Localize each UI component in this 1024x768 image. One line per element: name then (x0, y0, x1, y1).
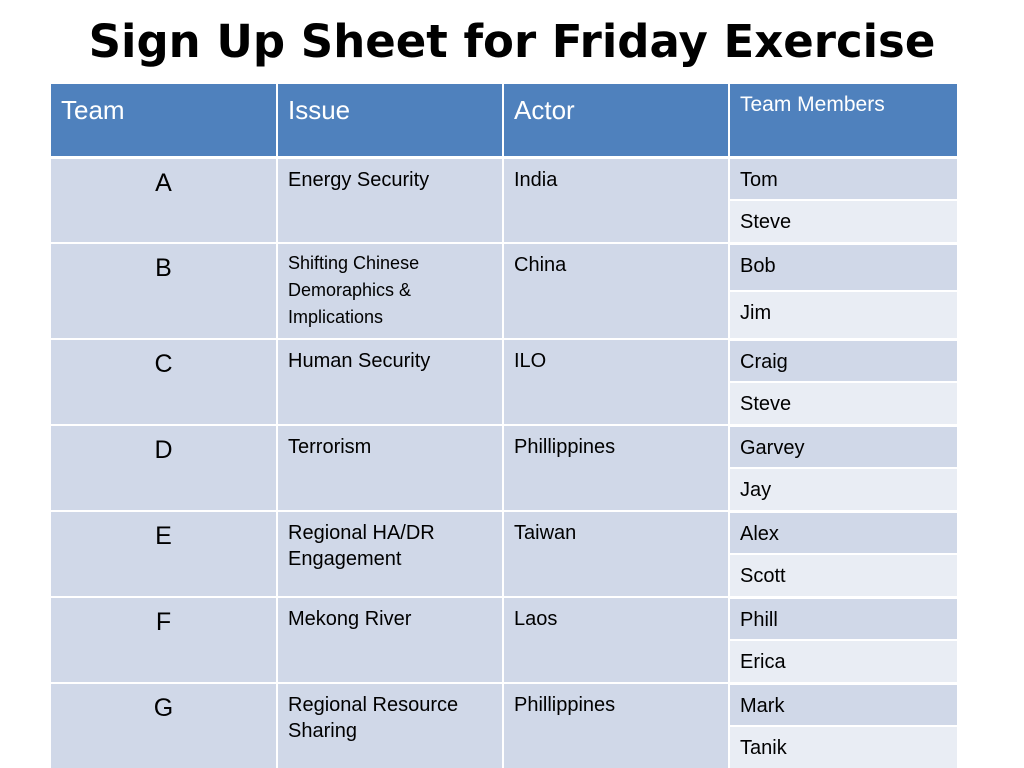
signup-table (51, 84, 957, 768)
issue-cell: Energy Security (277, 157, 503, 243)
team-cell: G (51, 683, 277, 768)
issue-cell: Regional Resource Sharing (277, 683, 503, 768)
issue-cell: Mekong River (277, 597, 503, 683)
header-row (51, 84, 957, 157)
header-team-members: Team Members (729, 84, 957, 157)
team-cell: D (51, 425, 277, 511)
member-cell: Tanik (729, 726, 957, 768)
table-row (51, 157, 957, 200)
table-row (51, 425, 957, 468)
actor-cell: Phillippines (503, 425, 729, 511)
member-cell: Jay (729, 468, 957, 511)
member-cell: Bob (729, 243, 957, 291)
header-team: Team (51, 84, 277, 157)
actor-cell: China (503, 243, 729, 339)
issue-cell: Human Security (277, 339, 503, 425)
team-cell: F (51, 597, 277, 683)
actor-cell: India (503, 157, 729, 243)
table-row (51, 683, 957, 726)
page-title: Sign Up Sheet for Friday Exercise (88, 15, 936, 68)
member-cell: Mark (729, 683, 957, 726)
member-cell: Alex (729, 511, 957, 554)
issue-cell: Terrorism (277, 425, 503, 511)
table-row (51, 243, 957, 291)
member-cell: Scott (729, 554, 957, 597)
table-row (51, 597, 957, 640)
team-cell: C (51, 339, 277, 425)
header-actor: Actor (503, 84, 729, 157)
table-row (51, 511, 957, 554)
team-cell: A (51, 157, 277, 243)
team-cell: E (51, 511, 277, 597)
actor-cell: ILO (503, 339, 729, 425)
team-cell: B (51, 243, 277, 339)
member-cell: Tom (729, 157, 957, 200)
issue-cell: Regional HA/DR Engagement (277, 511, 503, 597)
member-cell: Steve (729, 200, 957, 243)
member-cell: Jim (729, 291, 957, 339)
actor-cell: Laos (503, 597, 729, 683)
member-cell: Steve (729, 382, 957, 425)
member-cell: Garvey (729, 425, 957, 468)
table-row (51, 339, 957, 382)
member-cell: Erica (729, 640, 957, 683)
actor-cell: Phillippines (503, 683, 729, 768)
issue-cell: Shifting Chinese Demoraphics & Implications (277, 243, 503, 339)
header-issue: Issue (277, 84, 503, 157)
member-cell: Craig (729, 339, 957, 382)
member-cell: Phill (729, 597, 957, 640)
actor-cell: Taiwan (503, 511, 729, 597)
